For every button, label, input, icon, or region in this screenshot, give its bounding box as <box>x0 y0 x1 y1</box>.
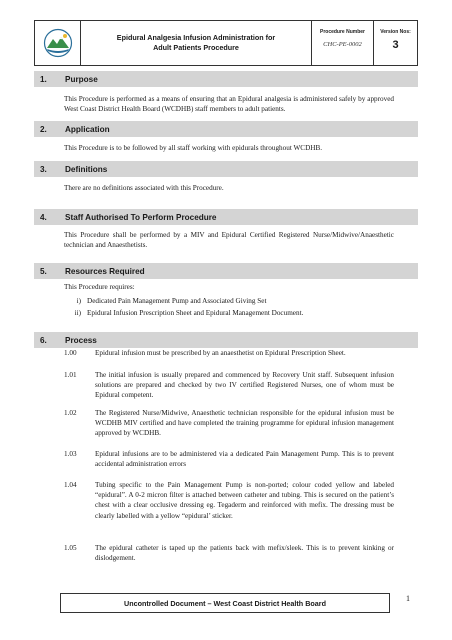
step-number: 1.01 <box>64 371 77 379</box>
document-title <box>81 21 312 65</box>
purpose-text: This Procedure is performed as a means of ensuring that an Epidural analgesia is administered safely by approved West Coast District Health Board (WCDHB) staff members to adult patients. <box>64 95 394 114</box>
wcdhb-logo-icon <box>43 28 73 58</box>
process-step <box>64 408 394 439</box>
title-line-1: Epidural Analgesia Infusion Administration for <box>116 32 276 42</box>
section-number: 5. <box>40 266 47 276</box>
procedure-number-value: CHC-PE-0002 <box>323 41 362 48</box>
process-step <box>64 480 394 521</box>
section-title: Process <box>65 335 97 345</box>
version-label: Version Nos: <box>380 29 411 35</box>
step-number: 1.00 <box>64 349 77 357</box>
step-number: 1.03 <box>64 450 77 458</box>
process-step <box>64 348 394 358</box>
definitions-text: There are no definitions associated with this Procedure. <box>64 184 224 192</box>
application-text: This Procedure is to be followed by all staff working with epidurals throughout WCDHB. <box>64 144 323 152</box>
document-header <box>34 20 418 66</box>
list-item-text: Epidural Infusion Prescription Sheet and Epidural Management Document. <box>87 309 304 317</box>
step-text: Tubing specific to the Pain Management Pump is non-ported; colour coded yellow and labeled “epidural”. A 0-2 micron filter is attached between catheter and tubing. This is secured on the patient’s chest with a clear occlusive dressing eg. Tegaderm and reinforced with mefix. The dressing must be clearly labelled with a yellow “epidural’ sticker. <box>95 481 394 520</box>
section-title: Purpose <box>65 74 98 84</box>
step-text: The Registered Nurse/Midwive, Anaesthetic technician responsible for the epidural infusion must be WCDHB MIV certified and have completed the training programme for epidural infusion management approved by WCDHB. <box>95 409 394 438</box>
resources-intro: This Procedure requires: <box>64 283 135 291</box>
title-line-2: Adult Patients Procedure <box>153 43 239 52</box>
process-step <box>64 370 394 401</box>
section-number: 1. <box>40 74 47 84</box>
section-heading-purpose <box>34 71 418 87</box>
step-text: The epidural catheter is taped up the patients back with mefix/sleek. This is to prevent kinking or dislodgement. <box>95 544 394 563</box>
list-item <box>67 308 397 318</box>
section-number: 3. <box>40 164 47 174</box>
section-heading-definitions <box>34 161 418 177</box>
section-number: 6. <box>40 335 47 345</box>
list-item <box>67 296 397 306</box>
section-heading-application <box>34 121 418 137</box>
footer-text: Uncontrolled Document – West Coast District Health Board <box>124 598 326 608</box>
procedure-number-label: Procedure Number <box>319 29 365 35</box>
page-number: 1 <box>406 594 410 603</box>
step-text: The initial infusion is usually prepared and commenced by Recovery Unit staff. Subsequent infusion solutions are prepared and checked by two IV certified Registered Nurses, one of whom must be Epidural competent. <box>95 371 394 400</box>
version-cell <box>374 21 417 65</box>
step-text: Epidural infusions are to be administered via a dedicated Pain Management Pump. This is to prevent accidental administration errors <box>95 450 394 469</box>
version-value: 3 <box>392 39 399 51</box>
step-number: 1.05 <box>64 544 77 552</box>
section-title: Staff Authorised To Perform Procedure <box>65 212 217 222</box>
list-item-number: i) <box>76 297 81 305</box>
step-number: 1.04 <box>64 481 77 489</box>
section-title: Application <box>65 124 110 134</box>
section-title: Resources Required <box>65 266 145 276</box>
procedure-number-cell <box>312 21 374 65</box>
section-title: Definitions <box>65 164 108 174</box>
section-heading-staff <box>34 209 418 225</box>
process-step <box>64 543 394 563</box>
list-item-text: Dedicated Pain Management Pump and Associated Giving Set <box>87 297 267 305</box>
section-heading-resources <box>34 263 418 279</box>
section-heading-process <box>34 332 418 348</box>
section-number: 2. <box>40 124 47 134</box>
section-number: 4. <box>40 212 47 222</box>
list-item-number: ii) <box>74 309 81 317</box>
footer-notice <box>60 593 390 613</box>
step-text: Epidural infusion must be prescribed by an anaesthetist on Epidural Prescription Sheet. <box>95 349 346 357</box>
logo-cell <box>35 21 81 65</box>
process-step <box>64 449 394 469</box>
step-number: 1.02 <box>64 409 77 417</box>
staff-text: This Procedure shall be performed by a MIV and Epidural Certified Registered Nurse/Midwive/Anaesthetic technician and Anaesthetists. <box>64 231 394 250</box>
